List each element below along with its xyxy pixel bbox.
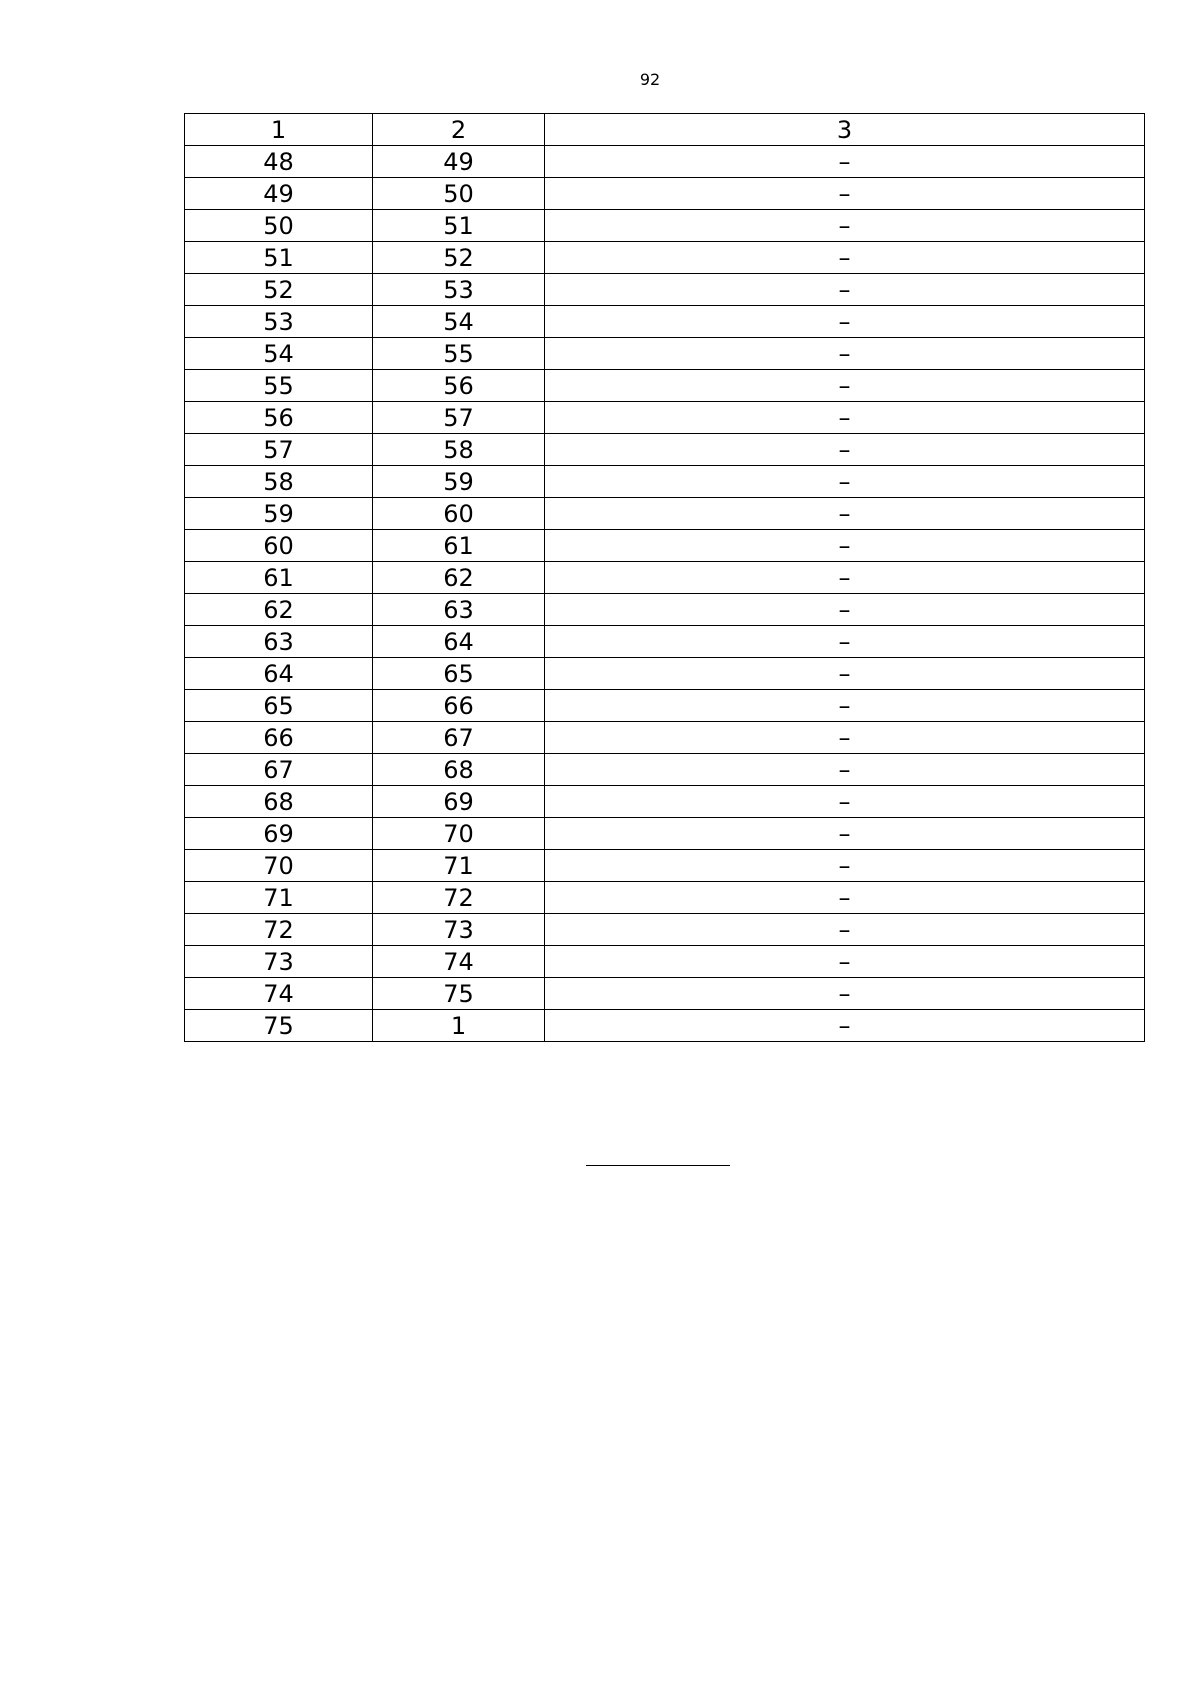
table-cell-col-2: 55 xyxy=(373,338,545,370)
table-cell-col-1: 71 xyxy=(185,882,373,914)
table-row xyxy=(185,210,1145,242)
table-row xyxy=(185,882,1145,914)
table-cell-col-2: 63 xyxy=(373,594,545,626)
table-header xyxy=(185,114,1145,146)
table-row xyxy=(185,178,1145,210)
table-cell-col-1: 66 xyxy=(185,722,373,754)
table-cell-col-3: – xyxy=(545,850,1145,882)
table-row xyxy=(185,306,1145,338)
table-cell-col-3: – xyxy=(545,914,1145,946)
table-cell-col-3: – xyxy=(545,786,1145,818)
table-cell-col-3: – xyxy=(545,274,1145,306)
table-cell-col-2: 61 xyxy=(373,530,545,562)
table-row xyxy=(185,242,1145,274)
table-cell-col-2: 50 xyxy=(373,178,545,210)
table-cell-col-3: – xyxy=(545,722,1145,754)
table-cell-col-3: – xyxy=(545,210,1145,242)
table-cell-col-1: 54 xyxy=(185,338,373,370)
table-row xyxy=(185,658,1145,690)
table-row xyxy=(185,594,1145,626)
table-cell-col-3: – xyxy=(545,498,1145,530)
table-cell-col-3: – xyxy=(545,594,1145,626)
table-cell-col-2: 74 xyxy=(373,946,545,978)
table-cell-col-1: 73 xyxy=(185,946,373,978)
table-cell-col-1: 56 xyxy=(185,402,373,434)
table-body xyxy=(185,146,1145,1042)
table-cell-col-2: 68 xyxy=(373,754,545,786)
column-header-3: 3 xyxy=(545,114,1145,146)
table-cell-col-2: 64 xyxy=(373,626,545,658)
closing-divider xyxy=(586,1165,730,1166)
table-cell-col-2: 56 xyxy=(373,370,545,402)
table-row xyxy=(185,754,1145,786)
table-row xyxy=(185,850,1145,882)
table-row xyxy=(185,338,1145,370)
table-row xyxy=(185,370,1145,402)
table-cell-col-2: 60 xyxy=(373,498,545,530)
table-cell-col-1: 69 xyxy=(185,818,373,850)
table-cell-col-1: 53 xyxy=(185,306,373,338)
table-cell-col-3: – xyxy=(545,370,1145,402)
table-row xyxy=(185,690,1145,722)
table-cell-col-2: 58 xyxy=(373,434,545,466)
table-cell-col-2: 69 xyxy=(373,786,545,818)
table-row xyxy=(185,498,1145,530)
table-cell-col-1: 60 xyxy=(185,530,373,562)
table-cell-col-2: 66 xyxy=(373,690,545,722)
table-cell-col-2: 54 xyxy=(373,306,545,338)
table-cell-col-3: – xyxy=(545,946,1145,978)
table-row xyxy=(185,562,1145,594)
table-cell-col-3: – xyxy=(545,658,1145,690)
table-cell-col-2: 59 xyxy=(373,466,545,498)
table-row xyxy=(185,146,1145,178)
table-cell-col-3: – xyxy=(545,754,1145,786)
table-row xyxy=(185,626,1145,658)
table-cell-col-3: – xyxy=(545,306,1145,338)
table-cell-col-1: 62 xyxy=(185,594,373,626)
table-row xyxy=(185,1010,1145,1042)
table-cell-col-3: – xyxy=(545,562,1145,594)
table-cell-col-1: 65 xyxy=(185,690,373,722)
table-cell-col-1: 50 xyxy=(185,210,373,242)
table-cell-col-3: – xyxy=(545,242,1145,274)
table-cell-col-1: 70 xyxy=(185,850,373,882)
table-cell-col-2: 1 xyxy=(373,1010,545,1042)
table-cell-col-1: 63 xyxy=(185,626,373,658)
table-row xyxy=(185,978,1145,1010)
table-row xyxy=(185,466,1145,498)
table-cell-col-1: 72 xyxy=(185,914,373,946)
table-row xyxy=(185,722,1145,754)
table-row xyxy=(185,946,1145,978)
table-cell-col-1: 59 xyxy=(185,498,373,530)
table-cell-col-2: 73 xyxy=(373,914,545,946)
table-header-row xyxy=(185,114,1145,146)
table-cell-col-3: – xyxy=(545,978,1145,1010)
table-cell-col-1: 75 xyxy=(185,1010,373,1042)
table-row xyxy=(185,818,1145,850)
table-cell-col-2: 52 xyxy=(373,242,545,274)
table-cell-col-1: 51 xyxy=(185,242,373,274)
data-table xyxy=(184,113,1145,1042)
table-cell-col-1: 57 xyxy=(185,434,373,466)
table-row xyxy=(185,434,1145,466)
table-row xyxy=(185,786,1145,818)
table-cell-col-3: – xyxy=(545,466,1145,498)
table-cell-col-1: 55 xyxy=(185,370,373,402)
table-cell-col-2: 49 xyxy=(373,146,545,178)
table-cell-col-2: 65 xyxy=(373,658,545,690)
table-cell-col-2: 71 xyxy=(373,850,545,882)
table-cell-col-3: – xyxy=(545,146,1145,178)
table-cell-col-2: 51 xyxy=(373,210,545,242)
table-cell-col-3: – xyxy=(545,1010,1145,1042)
table-cell-col-3: – xyxy=(545,690,1145,722)
page-number: 92 xyxy=(639,70,661,89)
table-cell-col-1: 64 xyxy=(185,658,373,690)
table-cell-col-2: 75 xyxy=(373,978,545,1010)
table-cell-col-1: 74 xyxy=(185,978,373,1010)
table-cell-col-1: 61 xyxy=(185,562,373,594)
table-cell-col-3: – xyxy=(545,882,1145,914)
table-cell-col-1: 58 xyxy=(185,466,373,498)
table-row xyxy=(185,274,1145,306)
table-cell-col-1: 67 xyxy=(185,754,373,786)
table-cell-col-2: 53 xyxy=(373,274,545,306)
table-row xyxy=(185,914,1145,946)
table-cell-col-2: 70 xyxy=(373,818,545,850)
column-header-1: 1 xyxy=(185,114,373,146)
column-header-2: 2 xyxy=(373,114,545,146)
table-cell-col-3: – xyxy=(545,434,1145,466)
table-cell-col-2: 62 xyxy=(373,562,545,594)
table-cell-col-2: 57 xyxy=(373,402,545,434)
table-cell-col-1: 52 xyxy=(185,274,373,306)
table-cell-col-1: 48 xyxy=(185,146,373,178)
table-cell-col-1: 49 xyxy=(185,178,373,210)
table-cell-col-2: 67 xyxy=(373,722,545,754)
table-cell-col-3: – xyxy=(545,530,1145,562)
table-cell-col-1: 68 xyxy=(185,786,373,818)
table-cell-col-3: – xyxy=(545,626,1145,658)
table-cell-col-3: – xyxy=(545,178,1145,210)
table-row xyxy=(185,530,1145,562)
table-cell-col-3: – xyxy=(545,402,1145,434)
table-cell-col-2: 72 xyxy=(373,882,545,914)
table-cell-col-3: – xyxy=(545,818,1145,850)
table-row xyxy=(185,402,1145,434)
table-cell-col-3: – xyxy=(545,338,1145,370)
